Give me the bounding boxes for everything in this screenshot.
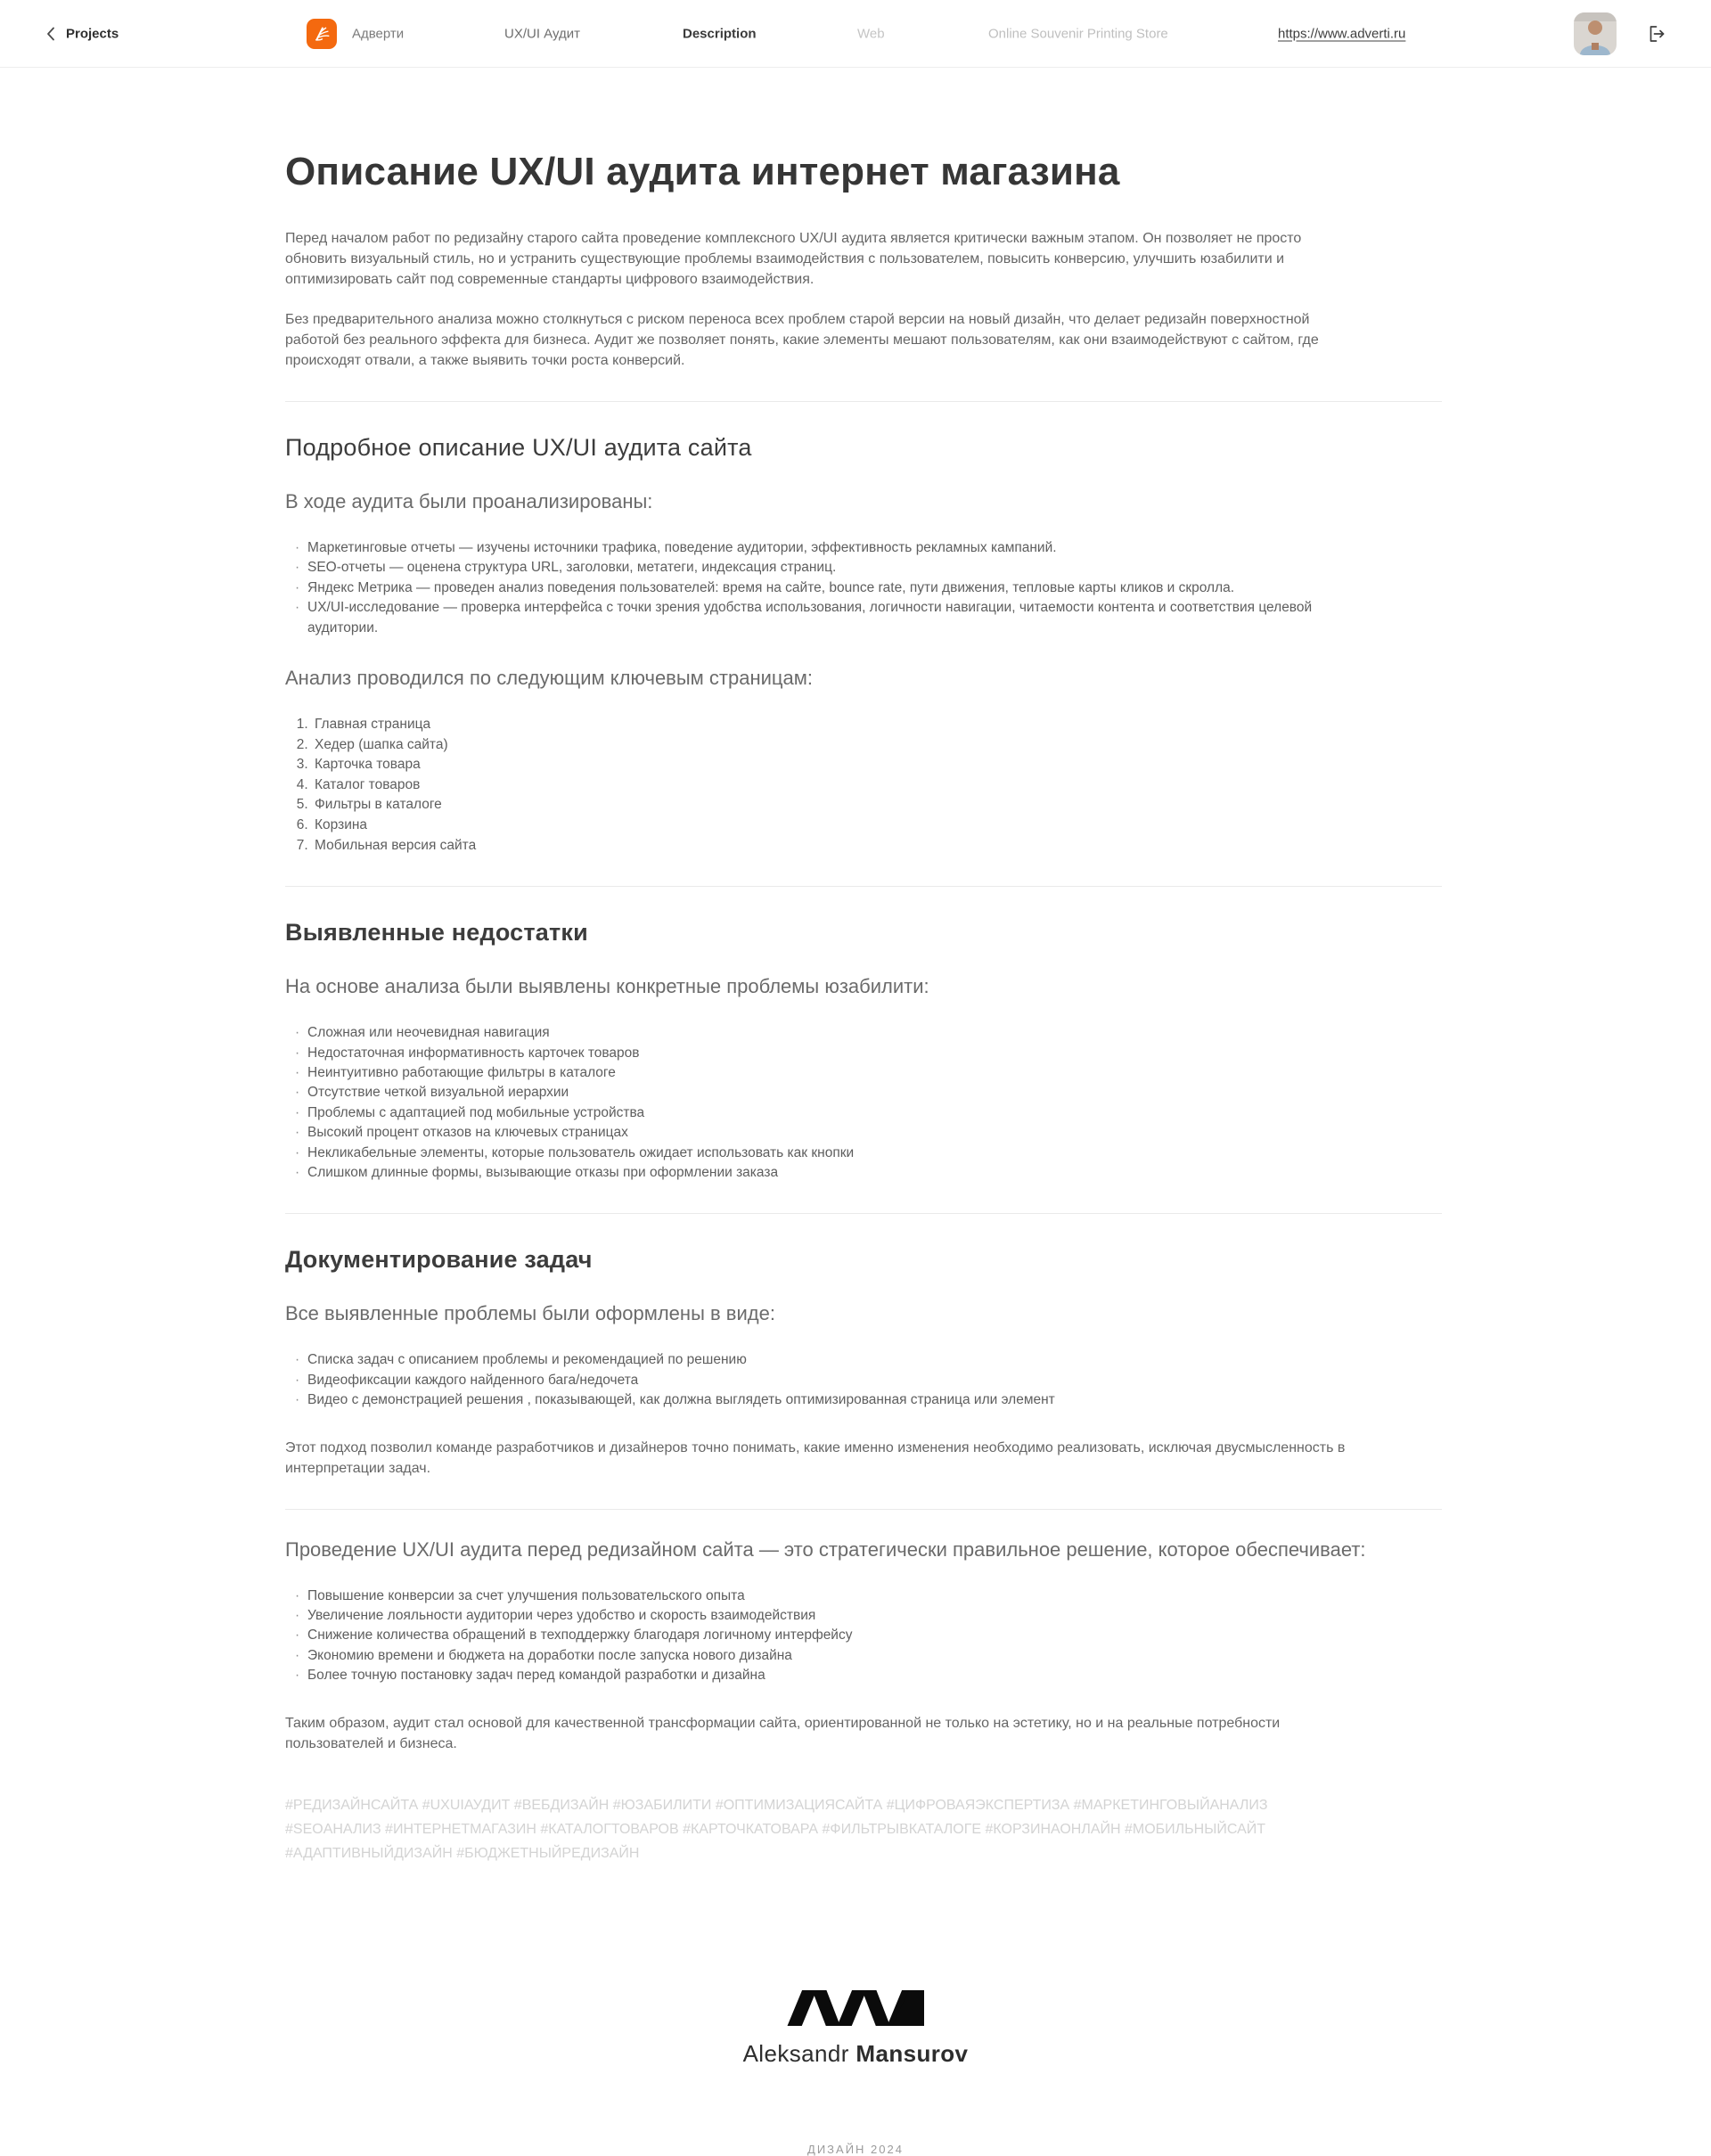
nav-store-label: Online Souvenir Printing Store [988, 26, 1168, 41]
list-item: · Видео с демонстрацией решения , показывающей, как должна выглядеть оптимизированная страница или элемент [285, 1390, 1363, 1410]
author-logo [0, 1990, 1711, 2026]
list-item: · Экономию времени и бюджета на доработки после запуска нового дизайна [285, 1646, 1363, 1666]
docs-paragraph: Этот подход позволил команде разработчиков и дизайнеров точно понимать, какие именно изменения необходимо реализовать, исключая двусмысленность в интерпретации задач. [285, 1439, 1346, 1476]
key-pages-list [285, 715, 1442, 856]
author-last-name: Mansurov [856, 2039, 969, 2067]
section-flaws-subheading: На основе анализа были выявлены конкретные проблемы юзабилити: [285, 975, 929, 998]
adverti-logo[interactable] [307, 19, 337, 49]
list-item: · Яндекс Метрика — проведен анализ поведения пользователей: время на сайте, bounce rate, пути движения, тепловые карты кликов и скролла. [285, 578, 1363, 598]
chevron-left-icon [45, 26, 56, 41]
logout-icon[interactable] [1645, 23, 1666, 45]
list-item: · Списка задач с описанием проблемы и рекомендацией по решению [285, 1350, 1363, 1370]
section-flaws-heading: Выявленные недостатки [285, 919, 588, 947]
quill-icon [312, 24, 332, 44]
hashtags [285, 1793, 1442, 1865]
benefits-paragraph: Таким образом, аудит стал основой для качественной трансформации сайта, ориентированной не только на эстетику, но и на реальные потребности пользователей и бизнеса. [285, 1715, 1281, 1751]
tab-web[interactable]: Web [857, 26, 885, 41]
list-item: 5. Фильтры в каталоге [312, 795, 1442, 816]
list-item: · Маркетинговые отчеты — изучены источники трафика, поведение аудитории, эффективность рекламных кампаний. [285, 538, 1363, 558]
list-item: · Сложная или неочевидная навигация [285, 1023, 1363, 1043]
section-docs-subheading: Все выявленные проблемы были оформлены в виде: [285, 1302, 775, 1325]
list-item: · SEO-отчеты — оценена структура URL, заголовки, метатеги, индексация страниц. [285, 558, 1363, 578]
section-audit-subheading: В ходе аудита были проанализированы: [285, 490, 653, 512]
audit-bullet-list [285, 538, 1442, 638]
author-first-name: Aleksandr [742, 2039, 849, 2067]
list-item: · Более точную постановку задач перед командой разработки и дизайна [285, 1666, 1363, 1685]
list-item: · Отсутствие четкой визуальной иерархии [285, 1083, 1363, 1103]
list-item: · Снижение количества обращений в техподдержку благодаря логичному интерфейсу [285, 1626, 1363, 1645]
intro-paragraph-2: Без предварительного анализа можно столкнуться с риском переноса всех проблем старой версии на новый дизайн, что делает редизайн поверхностной работой без реального эффекта для бизнеса. Аудит же позволяет понять, какие элементы мешают пользователям, как они взаимодействуют с сайтом, где происходят отвали, а также выявить точки роста конверсий. [285, 312, 1319, 368]
hashtags-line: #SEOАНАЛИЗ #ИНТЕРНЕТМАГАЗИН #КАТАЛОГТОВАРОВ #КАРТОЧКАТОВАРА #ФИЛЬТРЫВКАТАЛОГЕ #КОРЗИНАОНЛАЙН #МОБИЛЬНЫЙСАЙТ [285, 1821, 1266, 1837]
list-item: · UX/UI-исследование — проверка интерфейса с точки зрения удобства использования, логичности навигации, читаемости контента и соответствия целевой аудитории. [285, 598, 1363, 638]
list-item: 4. Каталог товаров [312, 775, 1442, 796]
nav-project-name[interactable]: UX/UI Аудит [504, 26, 581, 41]
article [285, 150, 1442, 1865]
list-item: 7. Мобильная версия сайта [312, 836, 1442, 857]
section-docs-heading: Документирование задач [285, 1246, 593, 1274]
list-item: 1. Главная страница [312, 715, 1442, 735]
list-item: · Повышение конверсии за счет улучшения пользовательского опыта [285, 1586, 1363, 1606]
list-item: 2. Хедер (шапка сайта) [312, 735, 1442, 756]
am-monogram-icon [787, 1990, 924, 2026]
page-title: Описание UX/UI аудита интернет магазина [285, 150, 1120, 193]
benefits-bullet-list [285, 1586, 1442, 1686]
list-item: · Недостаточная информативность карточек товаров [285, 1044, 1363, 1063]
avatar[interactable] [1574, 12, 1617, 55]
list-item: · Видеофиксации каждого найденного бага/недочета [285, 1371, 1363, 1390]
tab-description[interactable]: Description [683, 26, 757, 41]
section-audit-heading: Подробное описание UX/UI аудита сайта [285, 434, 752, 461]
divider [285, 1213, 1442, 1214]
divider [285, 1509, 1442, 1510]
hashtags-line: #РЕДИЗАЙНСАЙТА #UXUIАУДИТ #ВЕБДИЗАЙН #ЮЗАБИЛИТИ #ОПТИМИЗАЦИЯСАЙТА #ЦИФРОВАЯЭКСПЕРТИЗА #МАРКЕТИНГОВЫЙАНАЛИЗ [285, 1797, 1268, 1813]
list-item: · Увеличение лояльности аудитории через удобство и скорость взаимодействия [285, 1606, 1363, 1626]
author-name [0, 2040, 1711, 2068]
top-bar [0, 0, 1711, 68]
footer [0, 1990, 1711, 2156]
design-year-caption: ДИЗАЙН 2024 [807, 2142, 904, 2156]
hashtags-line: #АДАПТИВНЫЙДИЗАЙН #БЮДЖЕТНЫЙРЕДИЗАЙН [285, 1845, 640, 1861]
section-benefits-subheading: Проведение UX/UI аудита перед редизайном сайта — это стратегически правильное решение, которое обеспечивает: [285, 1537, 1366, 1561]
nav-brand-name[interactable]: Адверти [352, 26, 405, 41]
list-item: 6. Корзина [312, 816, 1442, 836]
list-item: · Проблемы с адаптацией под мобильные устройства [285, 1103, 1363, 1123]
docs-bullet-list [285, 1350, 1442, 1410]
site-url-link[interactable]: https://www.adverti.ru [1278, 26, 1406, 41]
intro-paragraph-1: Перед началом работ по редизайну старого сайта проведение комплексного UX/UI аудита является критически важным этапом. Он позволяет не просто обновить визуальный стиль, но и устранить существующие проблемы взаимодействия с пользователем, повысить конверсию, улучшить юзабилити и оптимизировать сайт под современные стандарты цифрового взаимодействия. [285, 231, 1302, 287]
list-item: 3. Карточка товара [312, 755, 1442, 775]
section-pages-subheading: Анализ проводился по следующим ключевым страницам: [285, 667, 813, 690]
back-to-projects-button[interactable] [45, 26, 119, 41]
list-item: · Некликабельные элементы, которые пользователь ожидает использовать как кнопки [285, 1144, 1363, 1163]
list-item: · Слишком длинные формы, вызывающие отказы при оформлении заказа [285, 1163, 1363, 1183]
divider [285, 886, 1442, 887]
list-item: · Высокий процент отказов на ключевых страницах [285, 1123, 1363, 1143]
flaws-bullet-list [285, 1023, 1442, 1183]
back-label: Projects [66, 26, 119, 41]
divider [285, 401, 1442, 402]
list-item: · Неинтуитивно работающие фильтры в каталоге [285, 1063, 1363, 1083]
